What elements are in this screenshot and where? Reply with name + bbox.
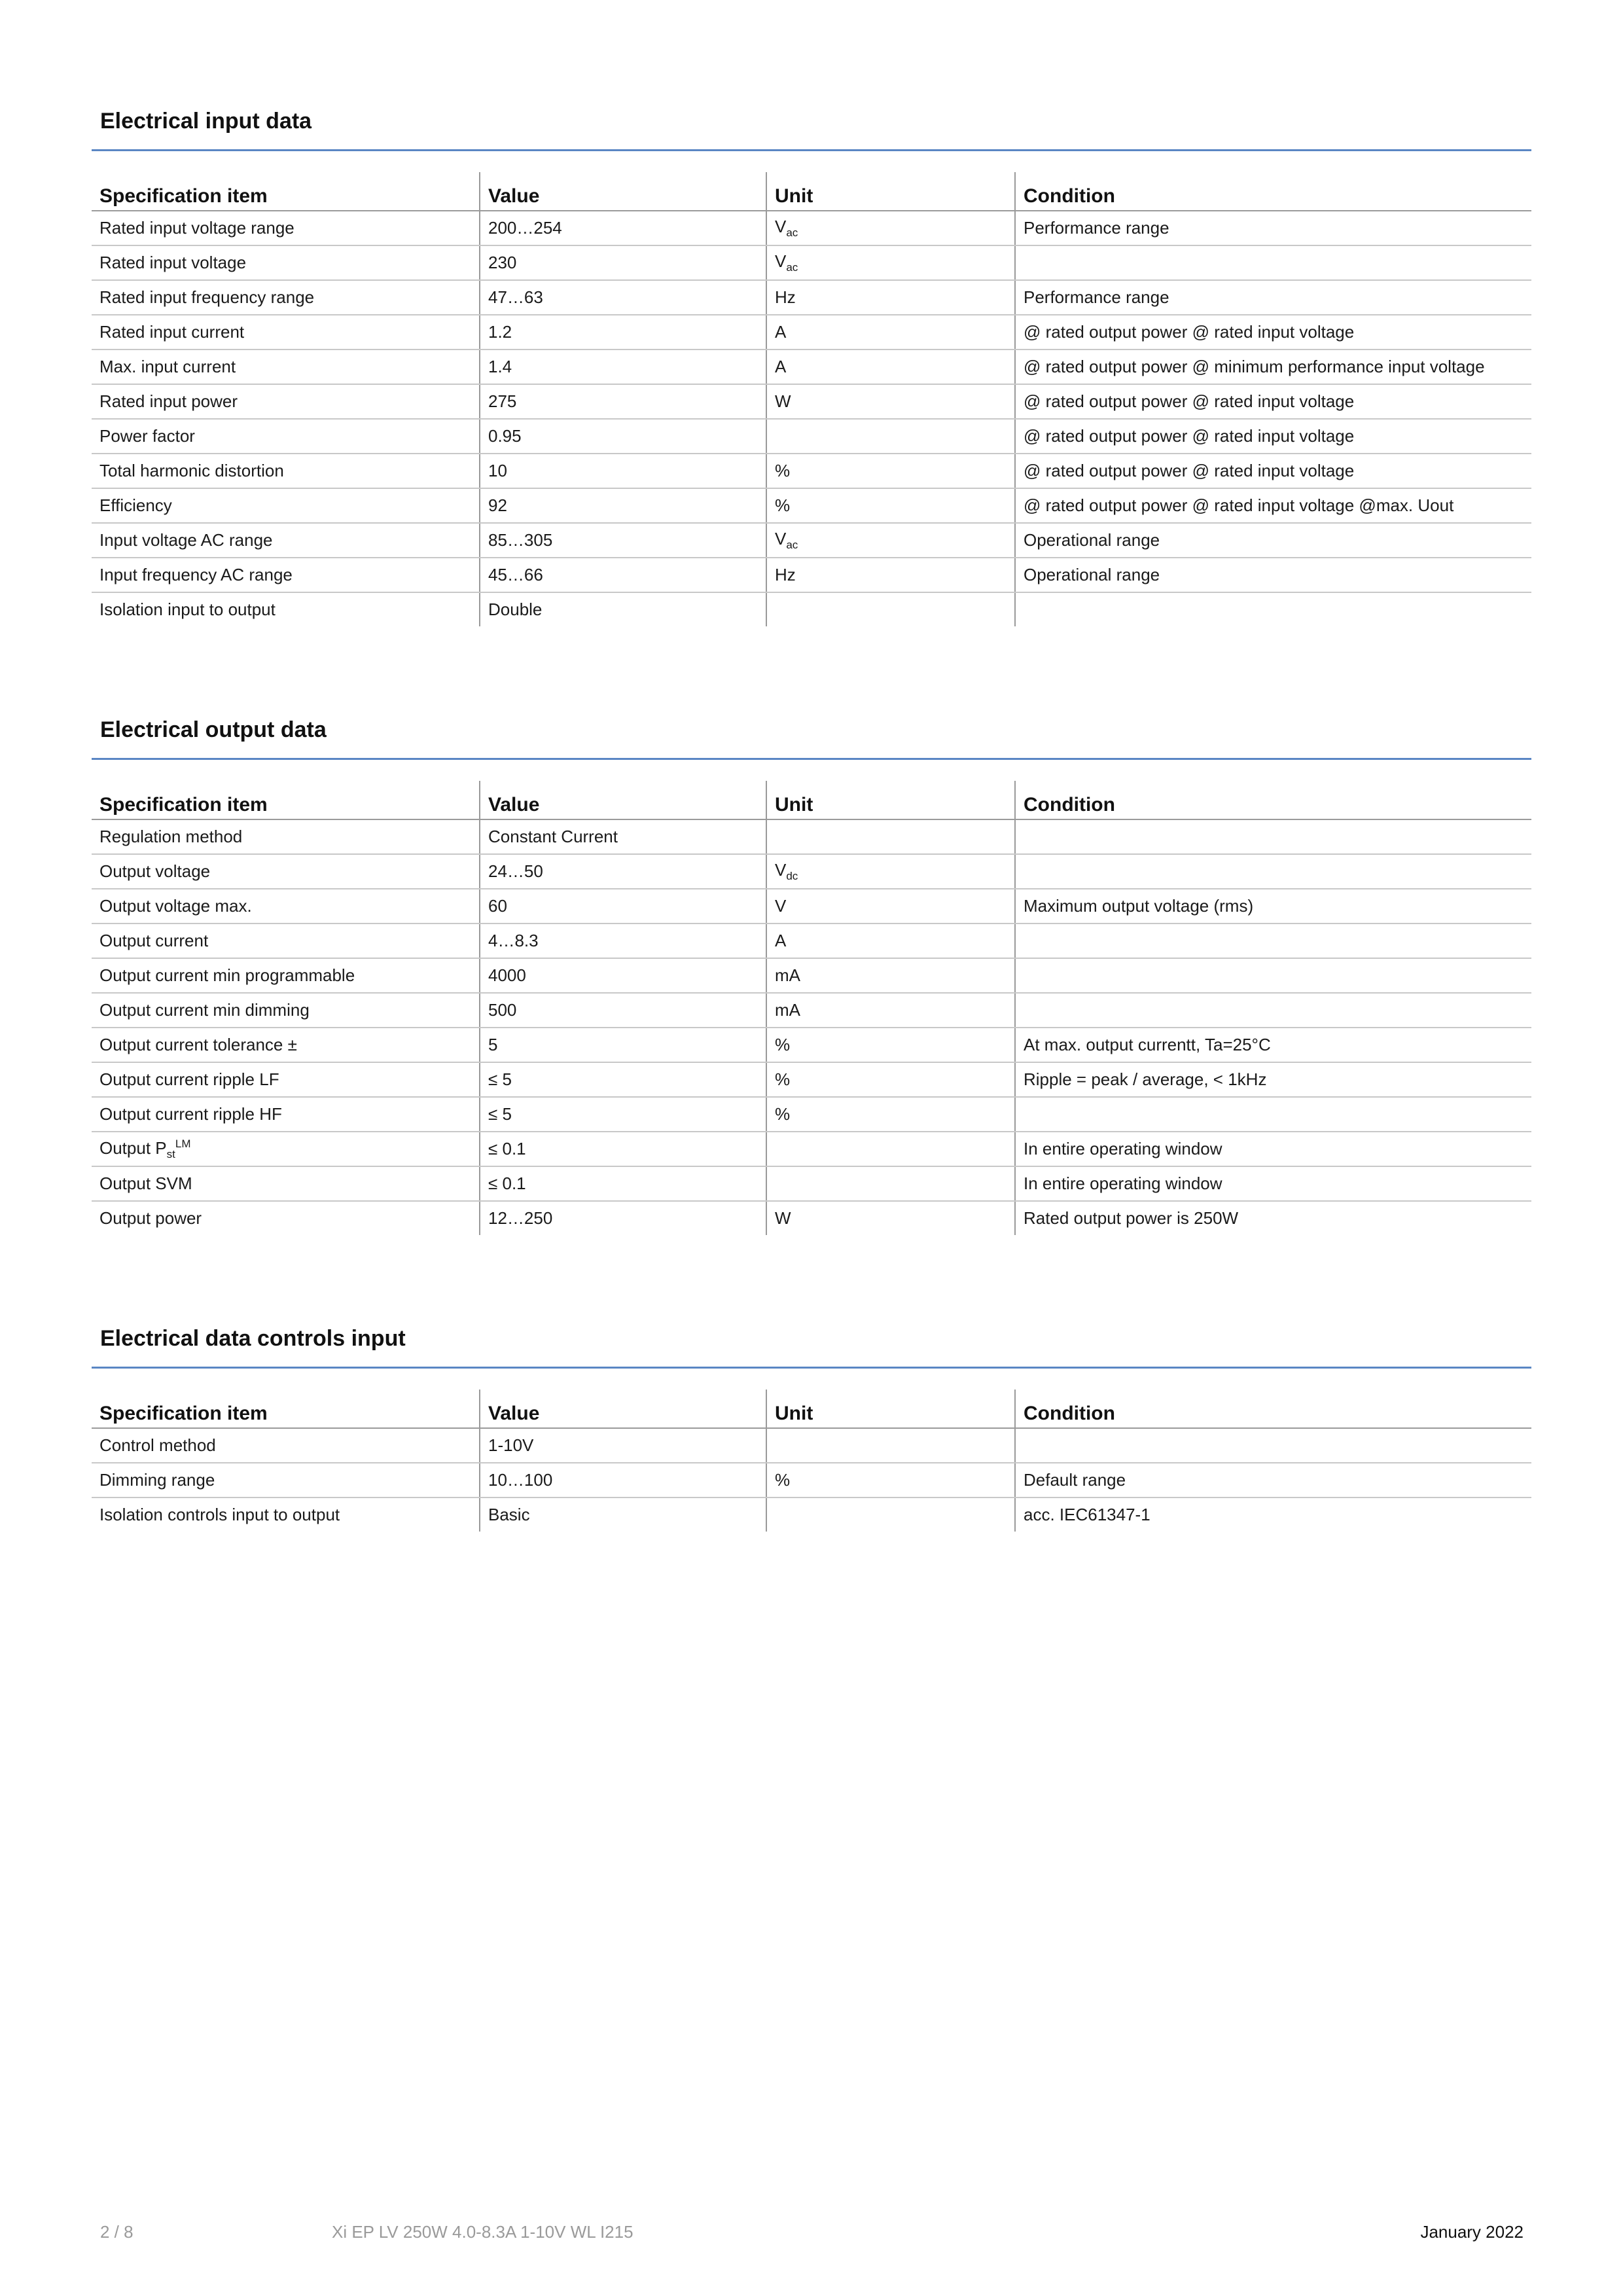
table-row <box>92 1498 1531 1532</box>
cell-condition <box>1015 1428 1531 1463</box>
cell-unit: V <box>766 889 1015 924</box>
cell-unit <box>766 1166 1015 1201</box>
cell-condition <box>1015 592 1531 626</box>
cell-value: Double <box>480 592 766 626</box>
cell-value: 1.4 <box>480 350 766 384</box>
subscript: ac <box>786 539 798 551</box>
cell-specification-item: Output current <box>92 924 480 958</box>
cell-condition: @ rated output power @ rated input voltage <box>1015 419 1531 454</box>
spec-table <box>92 172 1531 626</box>
section-electrical-output <box>92 713 1531 1235</box>
table-row <box>92 1132 1531 1166</box>
cell-condition: Default range <box>1015 1463 1531 1498</box>
cell-unit <box>766 419 1015 454</box>
cell-specification-item: Input voltage AC range <box>92 523 480 558</box>
table-header-row <box>92 781 1531 819</box>
cell-text: V <box>775 529 787 548</box>
cell-specification-item <box>92 1132 480 1166</box>
section-title: Electrical data controls input <box>92 1322 1531 1369</box>
cell-specification-item: Rated input power <box>92 384 480 419</box>
cell-condition: Performance range <box>1015 280 1531 315</box>
cell-condition: Performance range <box>1015 211 1531 245</box>
cell-unit: Hz <box>766 280 1015 315</box>
header-condition: Condition <box>1015 172 1531 211</box>
cell-value: Constant Current <box>480 819 766 854</box>
cell-value: 1.2 <box>480 315 766 350</box>
cell-specification-item: Power factor <box>92 419 480 454</box>
table-row <box>92 958 1531 993</box>
cell-unit: mA <box>766 958 1015 993</box>
cell-specification-item: Isolation controls input to output <box>99 1505 340 1524</box>
cell-specification-item: Output current ripple LF <box>92 1062 480 1097</box>
table-row <box>92 1428 1531 1463</box>
header-unit: Unit <box>766 172 1015 211</box>
header-value: Value <box>480 1390 766 1428</box>
cell-value: Basic <box>480 1498 766 1532</box>
spec-table <box>92 1390 1531 1532</box>
table-row <box>92 419 1531 454</box>
cell-specification-item: Dimming range <box>92 1463 480 1498</box>
table-row <box>92 280 1531 315</box>
cell-condition: Operational range <box>1015 523 1531 558</box>
cell-specification-item: Output voltage <box>92 854 480 889</box>
subscript: st <box>166 1147 175 1160</box>
cell-text: V <box>775 217 787 236</box>
section-title: Electrical output data <box>92 713 1531 760</box>
cell-condition <box>1015 819 1531 854</box>
cell-specification-item: Efficiency <box>92 488 480 523</box>
cell-specification-item: Output current min dimming <box>92 993 480 1028</box>
cell-value: 200…254 <box>480 211 766 245</box>
cell-condition <box>1015 245 1531 280</box>
cell-unit <box>766 245 1015 280</box>
cell-unit <box>766 1428 1015 1463</box>
cell-value: 1-10V <box>480 1428 766 1463</box>
subscript: ac <box>786 261 798 274</box>
table-header-row <box>92 1390 1531 1428</box>
cell-specification-item: Rated input frequency range <box>92 280 480 315</box>
table-row <box>92 454 1531 488</box>
footer-date: January 2022 <box>1420 2222 1524 2242</box>
header-condition: Condition <box>1015 1390 1531 1428</box>
cell-value: 85…305 <box>480 523 766 558</box>
table-row <box>92 1166 1531 1201</box>
cell-text: Output P <box>99 1138 167 1158</box>
cell-specification-item: Output current tolerance ± <box>92 1028 480 1062</box>
cell-value: 0.95 <box>480 419 766 454</box>
cell-unit: W <box>766 384 1015 419</box>
cell-condition <box>1015 854 1531 889</box>
cell-value: 275 <box>480 384 766 419</box>
cell-value: 47…63 <box>480 280 766 315</box>
cell-value: 92 <box>480 488 766 523</box>
cell-unit: % <box>766 1463 1015 1498</box>
cell-unit: % <box>766 488 1015 523</box>
cell-condition: In entire operating window <box>1015 1166 1531 1201</box>
cell-unit: A <box>766 350 1015 384</box>
cell-unit <box>766 1132 1015 1166</box>
table-row <box>92 315 1531 350</box>
cell-value: 4000 <box>480 958 766 993</box>
footer-page-number: 2 / 8 <box>100 2222 134 2242</box>
cell-value: ≤ 5 <box>480 1062 766 1097</box>
cell-condition <box>1015 1097 1531 1132</box>
cell-value: 4…8.3 <box>480 924 766 958</box>
cell-value: 24…50 <box>480 854 766 889</box>
table-row <box>92 1201 1531 1235</box>
superscript: LM <box>175 1137 191 1150</box>
cell-specification-item: Isolation input to output <box>99 600 276 619</box>
cell-value: 45…66 <box>480 558 766 592</box>
header-value: Value <box>480 172 766 211</box>
table-row <box>92 211 1531 245</box>
cell-unit: % <box>766 1028 1015 1062</box>
table-row <box>92 245 1531 280</box>
cell-specification-item: Max. input current <box>92 350 480 384</box>
table-row <box>92 384 1531 419</box>
cell-condition: @ rated output power @ rated input voltage <box>1015 384 1531 419</box>
cell-value: 500 <box>480 993 766 1028</box>
table-header-row <box>92 172 1531 211</box>
table-row <box>92 924 1531 958</box>
cell-condition: acc. IEC61347-1 <box>1015 1498 1531 1532</box>
cell-specification-item: Control method <box>92 1428 480 1463</box>
cell-condition: At max. output currentt, Ta=25°C <box>1015 1028 1531 1062</box>
cell-specification-item: Output power <box>99 1208 202 1228</box>
cell-unit: % <box>766 1097 1015 1132</box>
table-row <box>92 889 1531 924</box>
header-specification-item: Specification item <box>92 781 480 819</box>
cell-condition: Rated output power is 250W <box>1015 1201 1531 1235</box>
cell-specification-item: Output voltage max. <box>92 889 480 924</box>
cell-unit <box>766 854 1015 889</box>
cell-value: 10 <box>480 454 766 488</box>
section-electrical-controls-input <box>92 1322 1531 1532</box>
cell-unit: mA <box>766 993 1015 1028</box>
cell-unit <box>766 523 1015 558</box>
table-row <box>92 1062 1531 1097</box>
cell-specification-item: Rated input voltage range <box>92 211 480 245</box>
cell-specification-item: Output SVM <box>92 1166 480 1201</box>
cell-specification-item: Rated input current <box>92 315 480 350</box>
subscript: dc <box>786 870 798 882</box>
cell-value: 60 <box>480 889 766 924</box>
header-unit: Unit <box>766 1390 1015 1428</box>
table-row <box>92 854 1531 889</box>
spec-table <box>92 781 1531 1235</box>
subscript: ac <box>786 226 798 239</box>
cell-value: 10…100 <box>480 1463 766 1498</box>
table-row <box>92 1097 1531 1132</box>
cell-unit: A <box>766 315 1015 350</box>
cell-value: 5 <box>480 1028 766 1062</box>
table-row <box>92 488 1531 523</box>
cell-condition: @ rated output power @ rated input voltage <box>1015 315 1531 350</box>
table-row <box>92 350 1531 384</box>
cell-value: ≤ 0.1 <box>480 1166 766 1201</box>
cell-unit <box>766 819 1015 854</box>
cell-unit: Hz <box>766 558 1015 592</box>
cell-unit <box>766 211 1015 245</box>
cell-unit: % <box>766 454 1015 488</box>
cell-specification-item: Input frequency AC range <box>92 558 480 592</box>
cell-text: V <box>775 860 787 880</box>
cell-specification-item: Output current min programmable <box>92 958 480 993</box>
header-unit: Unit <box>766 781 1015 819</box>
cell-unit: W <box>766 1201 1015 1235</box>
cell-unit <box>766 1498 1015 1532</box>
cell-condition <box>1015 924 1531 958</box>
cell-condition: @ rated output power @ rated input voltage @max. Uout <box>1015 488 1531 523</box>
header-condition: Condition <box>1015 781 1531 819</box>
cell-condition: @ rated output power @ minimum performance input voltage <box>1015 350 1531 384</box>
cell-specification-item: Total harmonic distortion <box>92 454 480 488</box>
cell-specification-item: Rated input voltage <box>92 245 480 280</box>
cell-specification-item: Output current ripple HF <box>92 1097 480 1132</box>
table-row <box>92 523 1531 558</box>
cell-condition: Ripple = peak / average, < 1kHz <box>1015 1062 1531 1097</box>
header-specification-item: Specification item <box>92 172 480 211</box>
cell-value: 230 <box>480 245 766 280</box>
header-value: Value <box>480 781 766 819</box>
cell-text: V <box>775 251 787 271</box>
cell-unit: % <box>766 1062 1015 1097</box>
section-electrical-input <box>92 105 1531 626</box>
table-row <box>92 819 1531 854</box>
cell-condition: Operational range <box>1015 558 1531 592</box>
footer-product-name: Xi EP LV 250W 4.0-8.3A 1-10V WL I215 <box>332 2222 633 2242</box>
cell-condition <box>1015 958 1531 993</box>
cell-value: 12…250 <box>480 1201 766 1235</box>
cell-value: ≤ 0.1 <box>480 1132 766 1166</box>
section-title: Electrical input data <box>92 105 1531 151</box>
table-row <box>92 592 1531 626</box>
cell-unit: A <box>766 924 1015 958</box>
cell-condition: @ rated output power @ rated input voltage <box>1015 454 1531 488</box>
table-row <box>92 993 1531 1028</box>
cell-condition: In entire operating window <box>1015 1132 1531 1166</box>
cell-specification-item: Regulation method <box>92 819 480 854</box>
table-row <box>92 558 1531 592</box>
cell-unit <box>766 592 1015 626</box>
table-row <box>92 1463 1531 1498</box>
cell-value: ≤ 5 <box>480 1097 766 1132</box>
cell-condition <box>1015 993 1531 1028</box>
table-row <box>92 1028 1531 1062</box>
header-specification-item: Specification item <box>92 1390 480 1428</box>
cell-condition: Maximum output voltage (rms) <box>1015 889 1531 924</box>
